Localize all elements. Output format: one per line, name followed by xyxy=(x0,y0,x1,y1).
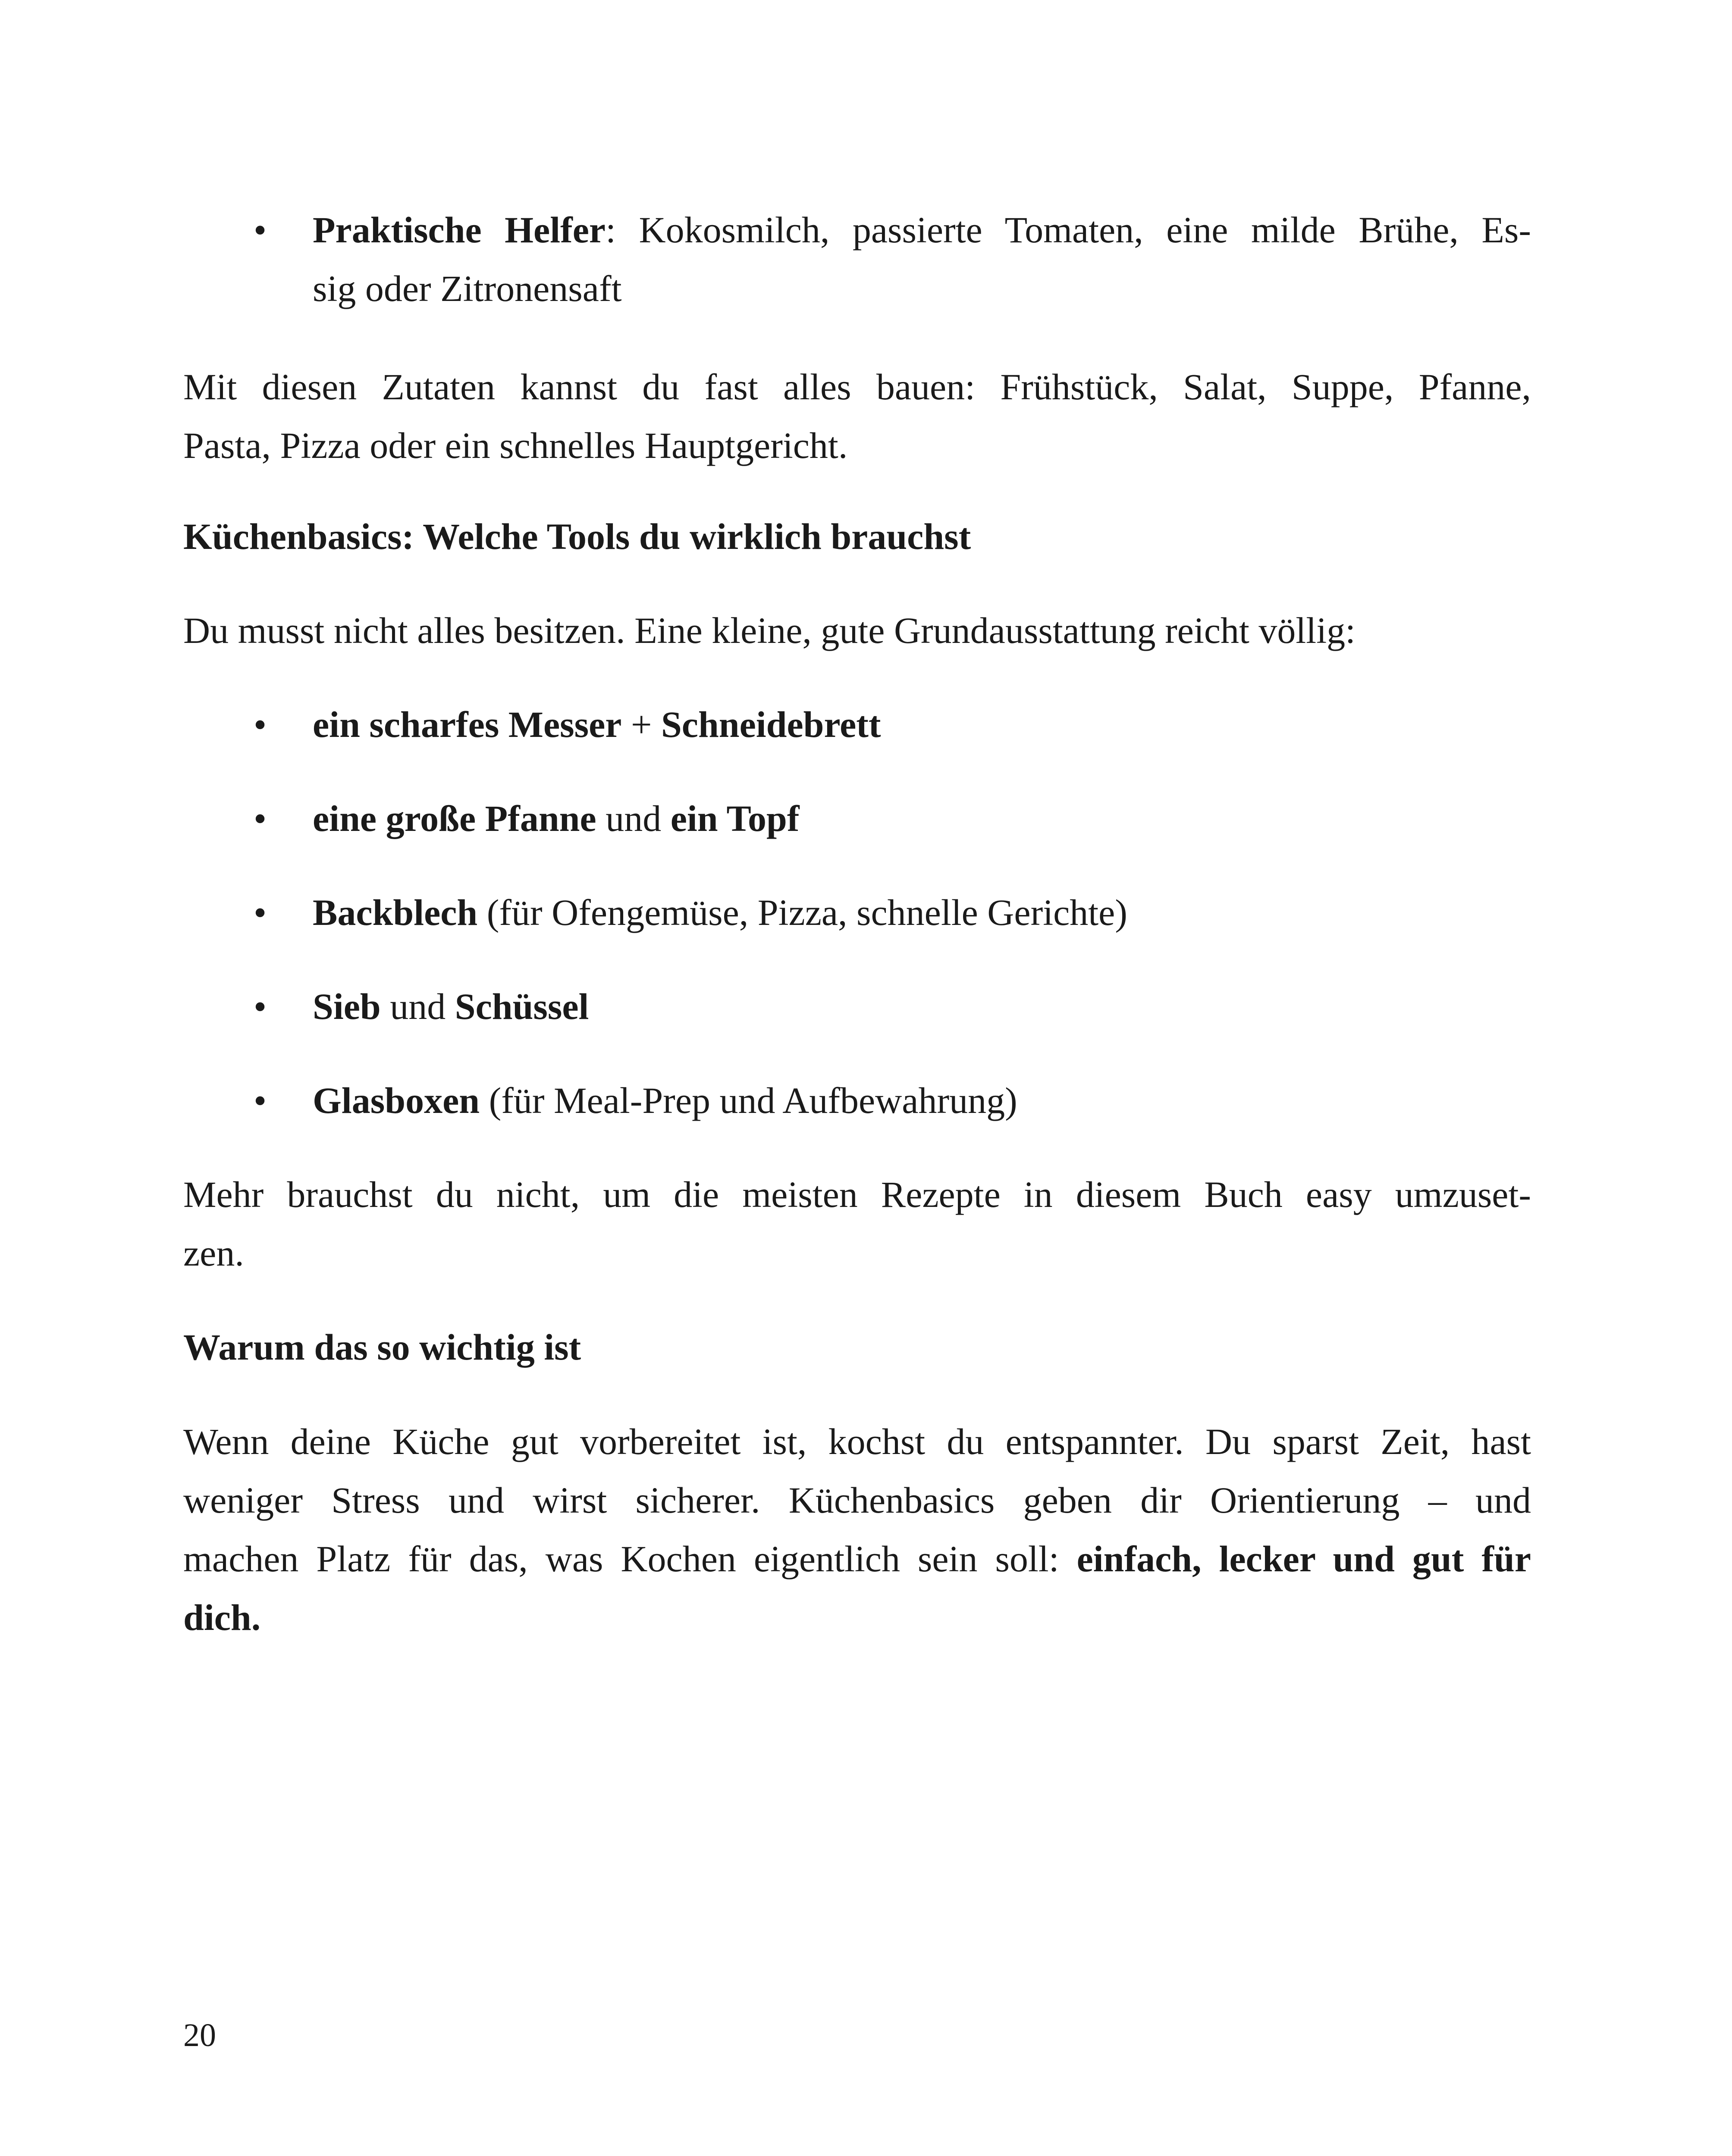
list-item-bold: ein scharfes Messer xyxy=(313,704,622,745)
bullet-icon: • xyxy=(253,1080,267,1121)
list-item-text xyxy=(313,1071,1531,1130)
bullet-icon: • xyxy=(253,892,267,933)
list-item-plain: und xyxy=(380,986,455,1027)
bullet-icon: • xyxy=(253,704,267,745)
bullet-icon: • xyxy=(253,209,267,251)
bullet-icon: • xyxy=(253,798,267,839)
paragraph-line: weniger Stress und wirst sicherer. Küchenbasics geben dir Orientierung – und xyxy=(183,1479,1531,1521)
list-item-plain: + xyxy=(621,704,661,745)
paragraph-line xyxy=(183,1529,1531,1588)
paragraph-line xyxy=(183,1588,1531,1647)
paragraph-grundausstattung: Du musst nicht alles besitzen. Eine kleine, gute Grundausstattung reicht völlig: xyxy=(183,610,1355,651)
list-item-bold: Schneidebrett xyxy=(661,704,881,745)
paragraph-plain: machen Platz für das, was Kochen eigentlich sein soll: xyxy=(183,1538,1077,1579)
section-heading-tools: Küchenbasics: Welche Tools du wirklich brauchst xyxy=(183,516,971,557)
list-item-continuation: sig oder Zitronensaft xyxy=(313,268,622,309)
paragraph-line: Mehr brauchst du nicht, um die meisten Rezepte in diesem Buch easy umzuset- xyxy=(183,1174,1531,1215)
list-item-bold: eine große Pfanne xyxy=(313,798,596,839)
paragraph-warum xyxy=(183,1412,1531,1647)
list-item-helfer xyxy=(183,201,1531,318)
paragraph-mehr xyxy=(183,1165,1531,1282)
list-item-plain: : Kokosmilch, passierte Tomaten, eine milde Brühe, Es- xyxy=(606,209,1531,251)
list-item-bold: Praktische Helfer xyxy=(313,209,606,251)
list-item-bold: Backblech xyxy=(313,892,478,933)
list-item-text xyxy=(313,883,1531,942)
list-item-bold: Glasboxen xyxy=(313,1080,480,1121)
bullet-icon: • xyxy=(253,986,267,1027)
list-item-text xyxy=(313,789,1531,848)
paragraph-line: Mit diesen Zutaten kannst du fast alles bauen: Frühstück, Salat, Suppe, Pfanne, xyxy=(183,366,1531,407)
list-item-bold: ein Topf xyxy=(670,798,800,839)
list-item-bold: Sieb xyxy=(313,986,381,1027)
paragraph-bold: dich. xyxy=(183,1597,261,1638)
document-page xyxy=(183,0,1531,2156)
list-item-plain: (für Ofengemüse, Pizza, schnelle Gerichte) xyxy=(477,892,1127,933)
list-item-plain: und xyxy=(596,798,671,839)
list-item-bold: Schüssel xyxy=(455,986,589,1027)
list-item-text xyxy=(313,695,1531,754)
list-item-text xyxy=(313,201,1531,318)
paragraph-line: zen. xyxy=(183,1232,244,1274)
paragraph-line: Pasta, Pizza oder ein schnelles Hauptgericht. xyxy=(183,425,848,466)
page-number: 20 xyxy=(183,2017,216,2053)
paragraph-zutaten xyxy=(183,357,1531,475)
section-heading-warum: Warum das so wichtig ist xyxy=(183,1326,581,1368)
paragraph-bold: einfach, lecker und gut für xyxy=(1076,1538,1531,1579)
list-item-plain: (für Meal-Prep und Aufbewahrung) xyxy=(480,1080,1017,1121)
paragraph-line: Wenn deine Küche gut vorbereitet ist, kochst du entspannter. Du sparst Zeit, hast xyxy=(183,1421,1531,1462)
list-item-text xyxy=(313,977,1531,1036)
